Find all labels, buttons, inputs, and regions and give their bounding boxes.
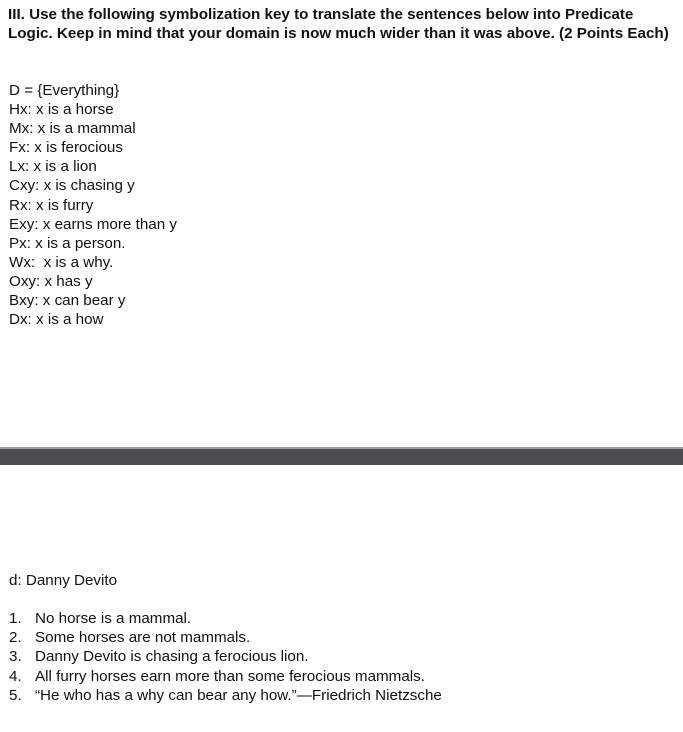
item-text: No horse is a mammal.	[35, 610, 192, 627]
list-item	[9, 628, 442, 647]
constant-definition: d: Danny Devito	[9, 572, 118, 589]
key-item: Bxy: x can bear y	[9, 292, 126, 310]
item-text: Some horses are not mammals.	[35, 629, 251, 647]
item-text: “He who has a why can bear any how.”—Friedrich Nietzsche	[35, 686, 442, 704]
item-number: 2.	[9, 629, 22, 647]
symbolization-key	[9, 81, 177, 329]
key-item: Fx: x is ferocious	[9, 139, 123, 157]
key-item: D = {Everything}	[9, 82, 120, 99]
key-item: Lx: x is a lion	[9, 158, 97, 176]
item-number: 4.	[9, 667, 22, 685]
item-number: 1.	[9, 610, 22, 627]
key-item: Dx: x is a how	[9, 311, 104, 329]
key-item: Wx: x is a why.	[9, 253, 114, 271]
sentence-list	[9, 609, 442, 705]
item-text: All furry horses earn more than some ferocious mammals.	[35, 667, 425, 685]
key-item: Rx: x is furry	[9, 196, 94, 214]
list-item	[9, 609, 442, 628]
item-number: 5.	[9, 686, 22, 704]
key-item: Px: x is a person.	[9, 234, 126, 252]
key-item: Hx: x is a horse	[9, 101, 114, 119]
page-divider	[0, 447, 683, 465]
list-item	[9, 647, 442, 666]
list-item	[9, 667, 442, 686]
key-item: Exy: x earns more than y	[9, 215, 177, 233]
section-heading: III. Use the following symbolization key to translate the sentences below into Predicate Logic. Keep in mind that your domain is now much wider than it was above. (2 Points Each)	[8, 6, 669, 43]
list-item	[9, 686, 442, 705]
key-item: Cxy: x is chasing y	[9, 177, 135, 195]
key-item: Mx: x is a mammal	[9, 120, 136, 138]
item-text: Danny Devito is chasing a ferocious lion.	[35, 648, 309, 666]
key-item: Oxy: x has y	[9, 272, 93, 290]
item-number: 3.	[9, 648, 22, 666]
